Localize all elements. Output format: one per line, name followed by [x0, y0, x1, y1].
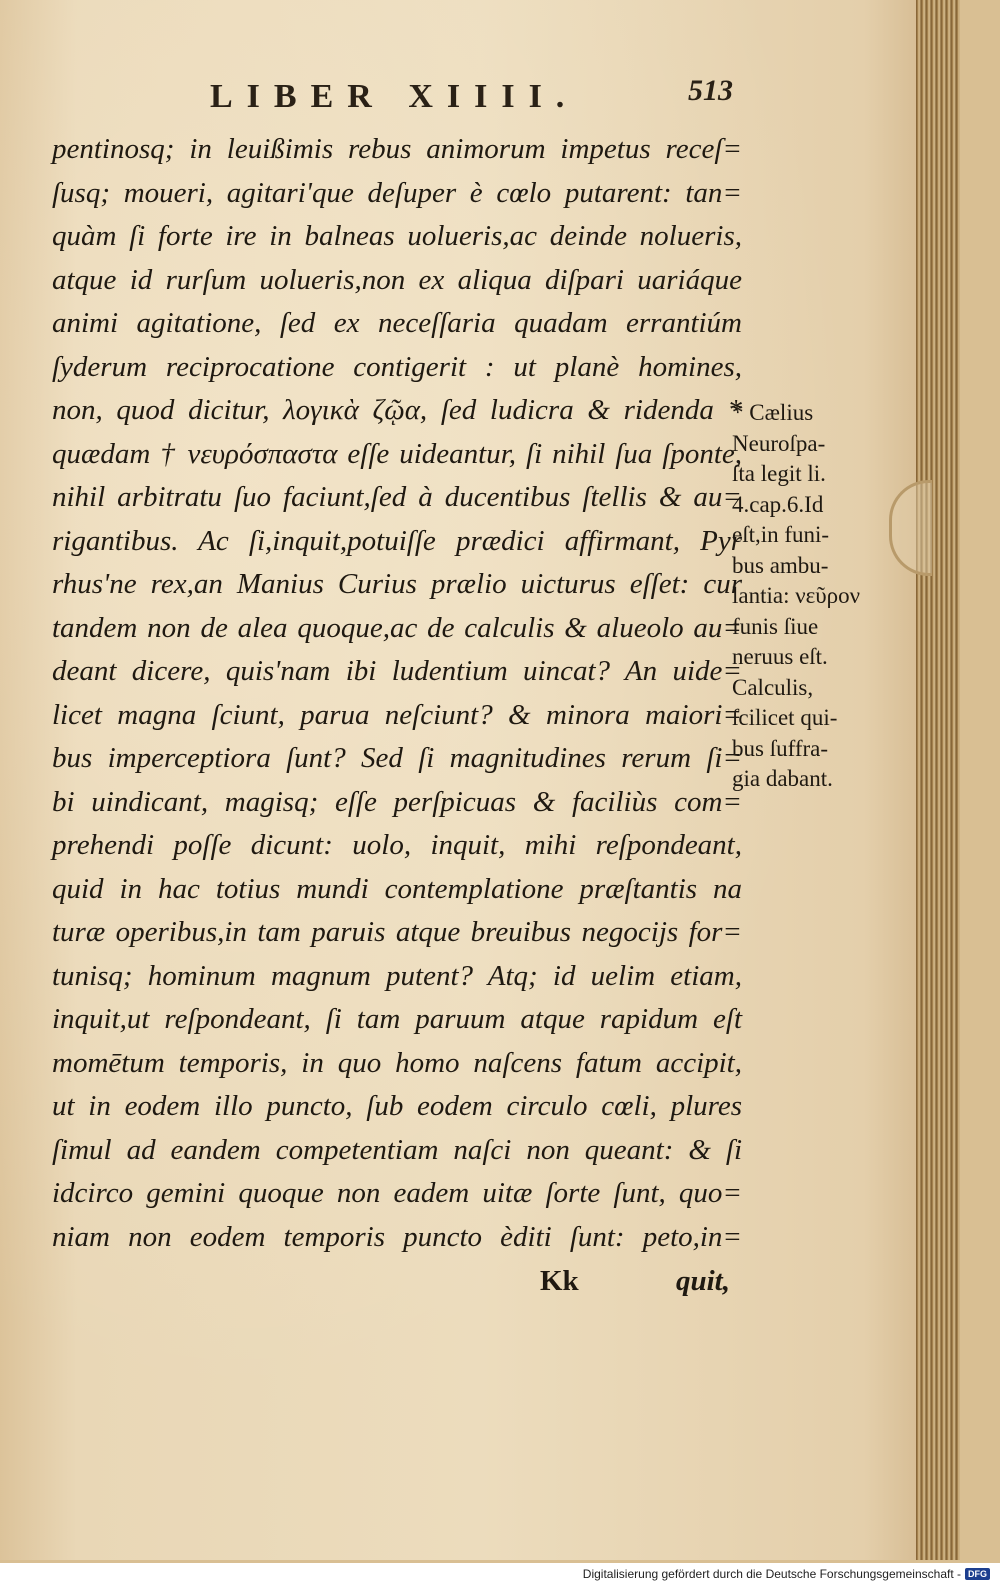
margin-note-line: lantia: νεῦρον [732, 583, 861, 608]
text-line: quid in hac totius mundi contemplatione præſtantis na [52, 872, 742, 905]
text-line: licet magna ſciunt, parua neſciunt? & minora maiori= [52, 698, 742, 731]
running-head: LIBER XIIII. [210, 78, 579, 115]
page-number: 513 [688, 74, 733, 107]
margin-note-line: funis ſiue [732, 613, 819, 639]
margin-note-line: neruus eſt. [732, 644, 828, 669]
page-edge [916, 0, 960, 1560]
text-line: prehendi poſſe dicunt: uolo, inquit, mihi reſpondeant, [52, 829, 742, 861]
text-line: ſyderum reciprocatione contigerit : ut planè homines, [52, 350, 742, 383]
text-line: tunisq; hominum magnum putent? Atq; id uelim etiam, [52, 959, 742, 992]
margin-note-line: bus ſuffra- [732, 735, 829, 761]
signature-mark: Kk [540, 1265, 579, 1297]
main-text-block [52, 128, 742, 1259]
catchword-line [540, 1265, 730, 1298]
text-line: bus imperceptiora ſunt? Sed ſi magnitudines rerum ſi= [52, 742, 742, 774]
funding-credit: Digitalisierung gefördert durch die Deutsche Forschungsgemeinschaft - [582, 1567, 961, 1581]
text-line: momētum temporis, in quo homo naſcens fatum accipit, [52, 1046, 742, 1079]
digitization-footer [0, 1563, 1000, 1585]
text-line: ut in eodem illo puncto, ſub eodem circulo cœli, plures [52, 1090, 742, 1122]
text-line: animi agitatione, ſed ex neceſſaria quadam errantiúm [52, 307, 742, 339]
text-line: rigantibus. Ac ſi,inquit,potuiſſe prædici affirmant, Pyr [52, 524, 742, 557]
dfg-logo: DFG [965, 1568, 990, 1580]
page-header [210, 74, 760, 116]
margin-note-line: Calculis, [732, 674, 814, 700]
margin-note-line: bus ambu- [732, 552, 829, 578]
margin-note-line: * Cælius [732, 400, 814, 425]
margin-note-line: ſcilicet qui- [732, 705, 838, 730]
text-line: tandem non de alea quoque,ac de calculis & alueolo au= [52, 611, 742, 644]
text-line: ſusq; moueri, agitari'que deſuper è cœlo putarent: tan= [52, 176, 742, 209]
text-line: bi uindicant, magisq; eſſe perſpicuas & faciliùs com= [52, 785, 742, 818]
text-line: inquit,ut reſpondeant, ſi tam paruum atque rapidum eſt [52, 1003, 742, 1035]
text-line: quædam † νευρόσπαστα eſſe uideantur, ſi nihil ſua ſponte, [52, 437, 742, 470]
margin-note-line: 4.cap.6.Id [732, 491, 824, 517]
margin-note-line: Neuroſpa- [732, 430, 826, 456]
text-line: pentinosq; in leuißimis rebus animorum impetus receſ= [52, 133, 742, 165]
text-line: non, quod dicitur, λογικὰ ζῷα, ſed ludicra & ridenda * [52, 394, 742, 426]
text-line: quàm ſi forte ire in balneas uolueris,ac deinde nolueris, [52, 220, 742, 252]
margin-note-line: ſta legit li. [732, 461, 826, 486]
catchword: quit, [676, 1265, 730, 1297]
text-line: deant dicere, quis'nam ibi ludentium uincat? An uide= [52, 655, 742, 687]
text-line: atque id rurſum uolueris,non ex aliqua diſpari uariáque [52, 263, 742, 296]
text-line: ſimul ad eandem competentiam naſci non queant: & ſi [52, 1133, 742, 1166]
text-line: rhus'ne rex,an Manius Curius prælio uicturus eſſet: cur [52, 568, 742, 600]
text-line: idcirco gemini quoque non eadem uitæ ſorte ſunt, quo= [52, 1177, 742, 1209]
text-line: niam non eodem temporis puncto èditi ſunt: peto,in= [52, 1220, 742, 1253]
text-line: nihil arbitratu ſuo faciunt,ſed à ducentibus ſtellis & au= [52, 481, 742, 513]
marginal-note [732, 398, 902, 795]
margin-note-line: eſt,in funi- [732, 522, 830, 547]
text-line: turæ operibus,in tam paruis atque breuibus negocijs for= [52, 916, 742, 948]
margin-note-line: gia dabant. [732, 766, 833, 791]
